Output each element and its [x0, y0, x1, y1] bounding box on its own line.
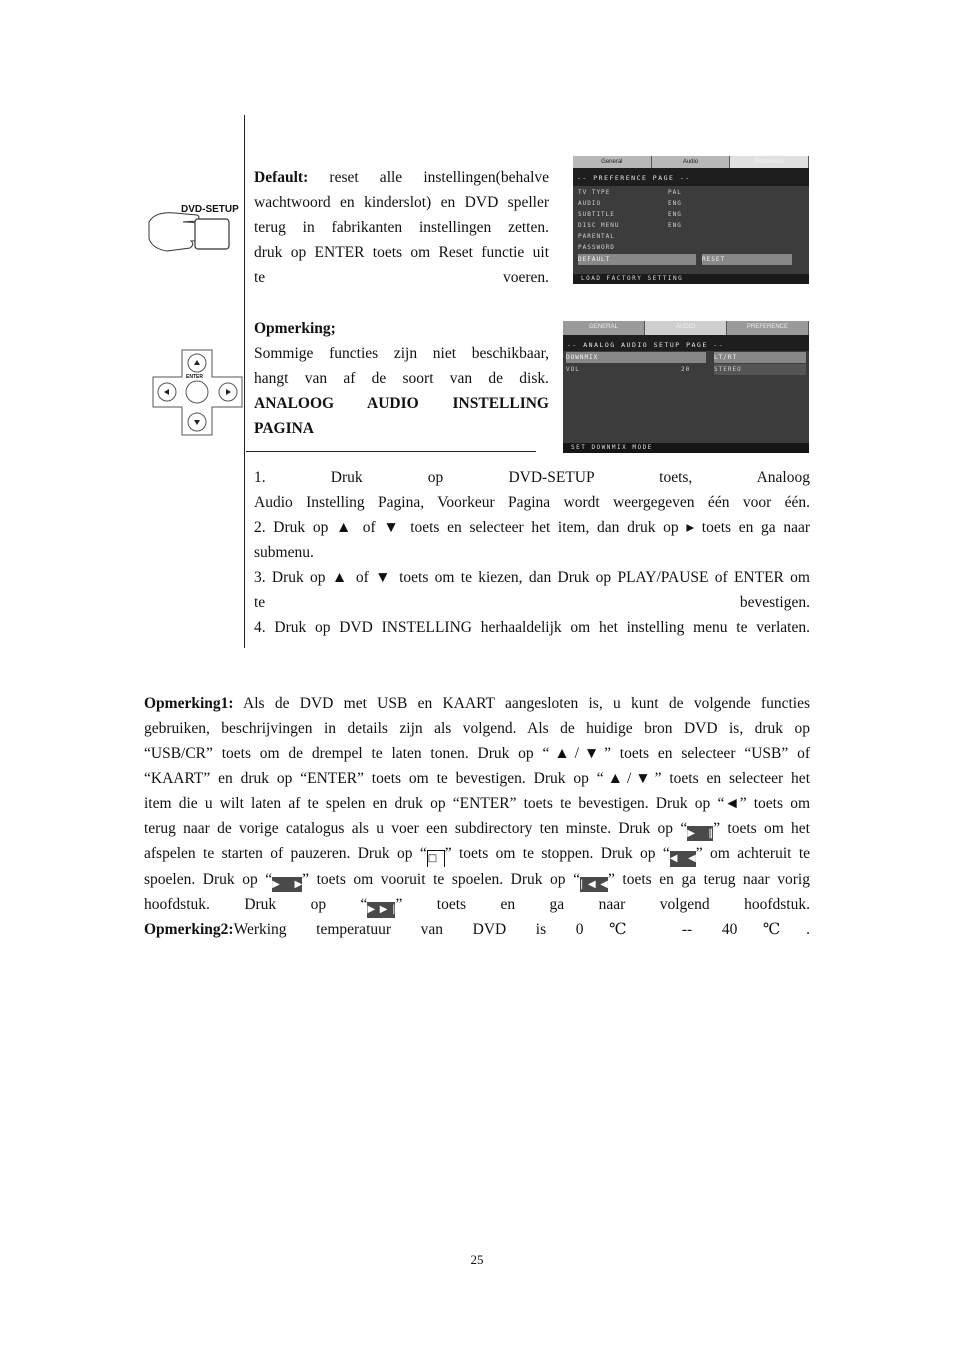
tab-preference: Preference: [730, 156, 809, 168]
note-1-label: Opmerking1:: [144, 695, 234, 712]
screen-footer: LOAD FACTORY SETTING: [573, 274, 809, 284]
step-4: 4. Druk op DVD INSTELLING herhaaldelijk om het instelling menu te verlaten.: [254, 619, 810, 636]
screen-tabs: [573, 156, 809, 168]
tab-general: GENERAL: [563, 321, 645, 335]
remark-line: Sommige functies zijn niet beschikbaar,: [254, 345, 549, 362]
note-1: Opmerking1: Als de DVD met USB en KAART aangesloten is, u kunt de volgende functies gebruiken, beschrijvingen in details zijn als volgend. Als de huidige bron DVD is, druk op “USB/CR” toets om de drempel te laten tonen. Druk op “▲/▼” toets en selecteer “USB” of “KAART” en druk op “ENTER” toets om te bevestigen. Druk op “▲/▼” toets en selecteer het item die u wilt laten af te spelen en druk op “ENTER” toets te bevestigen. Druk op “◄” toets om terug naar de vorige catalogus als u voer een subdirectory ten minste. Druk op “▶‖” toets om het afspelen te starten of pauzeren. Druk op “□ ” toets om te stoppen. Druk op “◀◀” om achteruit te spoelen. Druk op “▶▶” toets om vooruit te spoelen. Druk op “|◀◀” toets en ga terug naar vorig hoofdstuk. Druk op “▶▶|” toets en ga naar volgend hoofdstuk. Opmerking2:Werking temperatuur van DVD is 0℃ -- 40℃.: [144, 695, 810, 938]
step-1-cont: Audio Instelling Pagina, Voorkeur Pagina wordt weergegeven één voor één.: [254, 494, 810, 511]
play-pause-icon: ▶‖: [687, 826, 713, 841]
analog-audio-page-screenshot: [563, 321, 809, 453]
section-heading: ANALOOG AUDIO INSTELLING: [254, 395, 549, 412]
page-number: 25: [470, 1252, 484, 1267]
tab-audio: AUDIO: [645, 321, 727, 335]
horizontal-rule: [246, 451, 536, 452]
dvd-setup-button-illustration: [145, 197, 245, 257]
fast-forward-icon: ▶▶: [272, 877, 302, 892]
step-2: 2. Druk op ▲ of ▼ toets en selecteer het item, dan druk op ▸ toets en ga naar: [254, 519, 810, 536]
default-line: wachtwoord en kinderslot) en DVD speller: [254, 194, 549, 211]
audio-menu: DOWNMIX LT/RT VOL 20 STEREO: [566, 352, 806, 375]
screen-footer: SET DOWNMIX MODE: [563, 443, 809, 453]
step-3: 3. Druk op ▲ of ▼ toets om te kiezen, dan Druk op PLAY/PAUSE of ENTER om: [254, 569, 810, 586]
dvd-setup-label: DVD-SETUP: [181, 204, 239, 215]
note-2-label: Opmerking2:: [144, 921, 234, 938]
default-item: DEFAULT: [578, 254, 696, 265]
step-3-cont: te bevestigen.: [254, 594, 810, 611]
screen-tabs: [563, 321, 809, 335]
note-2-text: Werking temperatuur van DVD is 0℃ -- 40℃.: [233, 921, 810, 938]
default-label: Default:: [254, 169, 309, 186]
default-paragraph: [254, 165, 549, 290]
reset-option: RESET: [702, 254, 792, 265]
steps-list: [254, 465, 810, 640]
previous-chapter-icon: |◀◀: [580, 877, 608, 892]
stop-icon: □: [427, 850, 445, 867]
step-1: 1. Druk op DVD-SETUP toets, Analoog: [254, 469, 810, 486]
tab-preference: PREFERENCE: [727, 321, 809, 335]
remark-label: Opmerking;: [254, 320, 336, 337]
remark-paragraph: [254, 316, 549, 441]
direction-pad-illustration: [150, 347, 245, 437]
tab-audio: Audio: [652, 156, 731, 168]
default-line: te voeren.: [254, 269, 549, 286]
section-heading: PAGINA: [254, 420, 314, 437]
default-line: terug in fabrikanten instellingen zetten.: [254, 219, 549, 236]
preference-menu: TV TYPE PAL AUDIO ENG SUBTITLE ENG DISC MENU ENG PARENTAL PASSWORD DEFAULT RESET: [578, 187, 803, 265]
step-2-cont: submenu.: [254, 544, 314, 561]
rewind-icon: ◀◀: [670, 851, 696, 867]
direction-pad-icon: [150, 347, 245, 437]
next-chapter-icon: ▶▶|: [367, 902, 395, 918]
screen-title: -- ANALOG AUDIO SETUP PAGE --: [567, 341, 724, 349]
tab-general: General: [573, 156, 652, 168]
screen-title: -- PREFERENCE PAGE --: [577, 174, 691, 182]
default-line: druk op ENTER toets om Reset functie uit: [254, 244, 549, 261]
preference-page-screenshot: [573, 156, 809, 284]
enter-label: ENTER: [186, 374, 203, 380]
remark-line: hangt van af de soort van de disk.: [254, 370, 549, 387]
default-line: Default: reset alle instellingen(behalve: [254, 169, 549, 186]
